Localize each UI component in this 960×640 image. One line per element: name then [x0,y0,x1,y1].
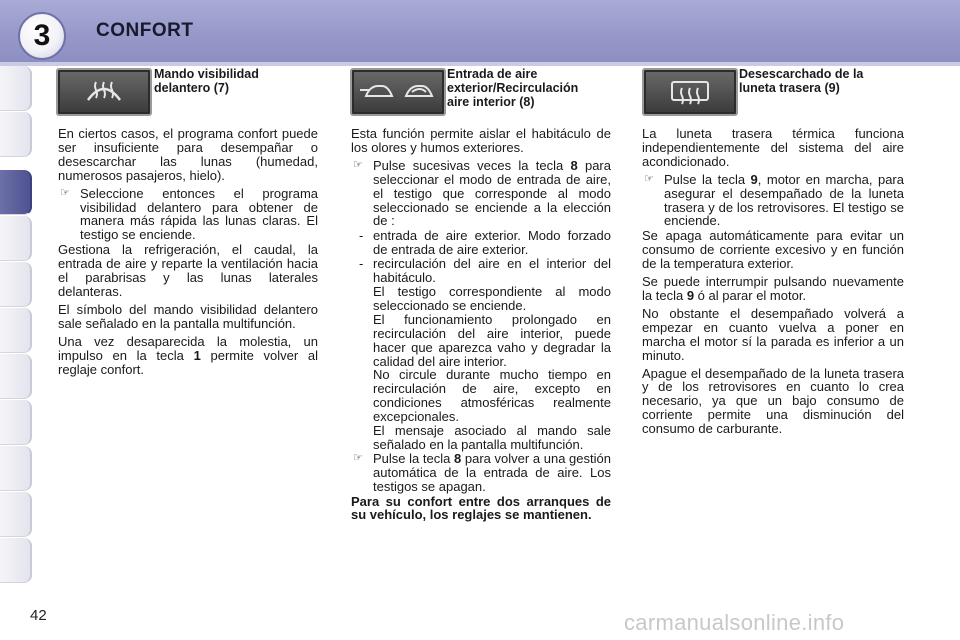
bullet-item: ☞ Pulse la tecla 8 para volver a una gestión automática de la entrada de aire. Los testigos se apagan. [353,450,611,494]
indented-text: El testigo correspondiente al modo seleccionado se enciende. [373,283,611,313]
bullet-item: ☞ Pulse la tecla 9, motor en marcha, para asegurar el desempañado de la luneta trasera y de los retrovisores. El testigo se enciende. [644,171,904,229]
chapter-title: CONFORT [96,20,194,41]
section-body-front-visibility [58,127,318,380]
header-divider [0,62,960,66]
chapter-tab[interactable] [0,216,32,261]
section-title-front-visibility: Mando visibilidad delantero (7) [154,67,259,95]
chapter-number-badge: 3 [18,12,66,60]
chapter-tab[interactable] [0,400,32,445]
chapter-tab[interactable] [0,446,32,491]
paragraph: En ciertos casos, el programa confort puede ser insuficiente para desempañar o desescarchar las lunas (humedad, numerosos pasajeros, hielo). [58,126,318,183]
air-recirculation-icon [350,68,446,116]
paragraph: Apague el desempañado de la luneta trasera y de los retrovisores en cuanto lo crea necesario, ya que un bajo consumo de corriente permite una disminución del consumo de carburante. [642,365,904,437]
page-number: 42 [30,607,47,624]
chapter-tab[interactable] [0,308,32,353]
dash-item: - recirculación del aire en el interior del habitáculo. [359,256,611,286]
bullet-item: ☞ Pulse sucesivas veces la tecla 8 para seleccionar el modo de entrada de aire, el testigo que corresponde al modo seleccionado se enciende a la elección de : [353,157,611,229]
chapter-tab[interactable] [0,492,32,537]
paragraph: Se apaga automáticamente para evitar un consumo de corriente excesivo y en función de la temperatura exterior. [642,228,904,272]
indented-text: El funcionamiento prolongado en recirculación del aire interior, puede hacer que aparezca vaho y degradar la calidad del aire interior. [373,311,611,369]
chapter-tab[interactable] [0,66,32,111]
section-body-air-intake [351,127,611,526]
paragraph: Esta función permite aislar el habitáculo de los olores y humos exteriores. [351,126,611,155]
chapter-tabs [0,66,32,578]
pointing-hand-icon: ☞ [60,186,70,199]
pointing-hand-icon: ☞ [353,158,363,171]
paragraph: La luneta trasera térmica funciona independientemente del sistema del aire acondicionado. [642,126,904,169]
chapter-tab[interactable] [0,354,32,399]
section-title-air-intake: Entrada de aire exterior/Recirculación aire interior (8) [447,67,579,109]
chapter-tab[interactable] [0,112,32,157]
paragraph: Una vez desaparecida la molestia, un impulso en la tecla 1 permite volver al reglaje confort. [58,333,319,377]
paragraph: Gestiona la refrigeración, el caudal, la entrada de aire y reparte la ventilación hacia el parabrisas y las lunas laterales delanteras. [58,242,318,299]
indented-text: No circule durante mucho tiempo en recirculación de aire, excepto en condiciones atmosféricas realmente excepcionales. [373,367,611,425]
pointing-hand-icon: ☞ [644,172,654,185]
watermark: carmanualsonline.info [624,610,845,635]
dash-item: - entrada de aire exterior. Modo forzado de entrada de aire exterior. [359,228,611,258]
front-demist-icon [56,68,152,116]
chapter-tab[interactable] [0,262,32,307]
paragraph: No obstante el desempañado volverá a empezar en cuanto vuelva a poner en marcha el motor sí la parada es inferior a un minuto. [642,305,904,363]
indented-text: El mensaje asociado al mando sale señalado en la pantalla multifunción. [373,423,611,452]
chapter-tab[interactable] [0,538,32,583]
section-body-rear-demist [642,127,904,440]
bullet-item: ☞ Seleccione entonces el programa visibilidad delantero para obtener de manera más rápida las lunas claras. El testigo se enciende. [60,185,318,243]
section-title-rear-demist: Desescarchado de la luneta trasera (9) [739,67,864,95]
note-bold: Para su confort entre dos arranques de su vehículo, los reglajes se mantienen. [351,493,611,523]
pointing-hand-icon: ☞ [353,451,363,464]
rear-demist-icon [642,68,738,116]
paragraph: Se puede interrumpir pulsando nuevamente la tecla 9 ó al parar el motor. [642,274,904,303]
paragraph: El símbolo del mando visibilidad delantero sale señalado en la pantalla multifunción. [58,301,318,331]
chapter-tab-active[interactable] [0,170,32,215]
